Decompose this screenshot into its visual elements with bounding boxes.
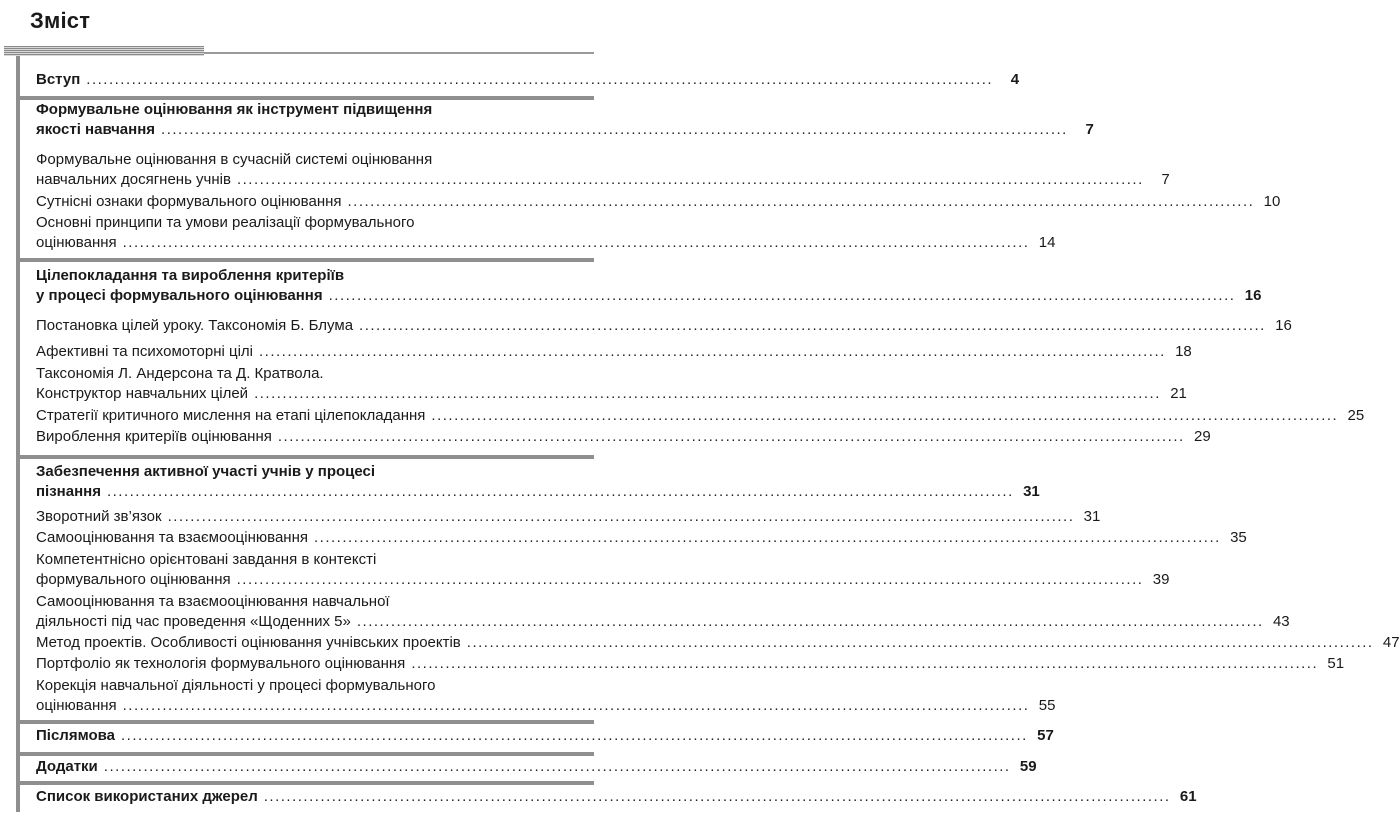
leader-dots: ................................................................................................................................................................	[122, 233, 1030, 251]
toc-entry-last-line	[36, 316, 1292, 336]
toc-entry-title-line: Портфоліо як технологія формувального оцінювання	[36, 655, 406, 672]
toc-entry[interactable]	[36, 213, 1056, 252]
leader-dots: ................................................................................................................................................................	[277, 428, 1185, 445]
leader-dots: ................................................................................................................................................................	[161, 120, 1068, 138]
toc-entry[interactable]	[36, 100, 1094, 139]
toc-entry-title-line: Сутнісні ознаки формувального оцінювання	[36, 193, 342, 210]
toc-entry-title-line: пізнання	[36, 482, 101, 500]
page-number: 59	[1019, 758, 1037, 775]
toc-entry-last-line	[36, 233, 1056, 253]
leader-dots: ................................................................................................................................................................	[411, 655, 1319, 672]
leader-dots: ................................................................................................................................................................	[122, 696, 1030, 714]
toc-entry-last-line	[36, 170, 1170, 190]
header-decoration-line	[204, 52, 594, 54]
toc-entry-last-line	[36, 286, 1262, 306]
toc-entry[interactable]	[36, 592, 1290, 631]
leader-dots: ................................................................................................................................................................	[313, 529, 1221, 546]
toc-entry-title-line: Формувальне оцінювання як інструмент підвищення	[36, 101, 433, 118]
toc-entry-title-line: Конструктор навчальних цілей	[36, 384, 249, 402]
leader-dots: ................................................................................................................................................................	[356, 612, 1264, 630]
toc-entry-title-line: Забезпечення активної участі учнів у процесі	[36, 463, 376, 480]
toc-entry-title-line: Формувальне оцінювання в сучасній системі оцінювання	[36, 151, 433, 168]
toc-entry-title-line: Основні принципи та умови реалізації формувального	[36, 214, 415, 231]
toc-entry-last-line	[36, 406, 1365, 426]
toc-entry-last-line	[36, 192, 1281, 212]
toc-entry-last-line	[36, 427, 1211, 447]
page-number: 31	[1023, 482, 1040, 500]
page-number: 16	[1275, 317, 1292, 334]
toc-entry-title-line: формувального оцінювання	[36, 570, 231, 588]
section-separator	[20, 455, 594, 459]
toc-entry[interactable]	[36, 528, 1247, 548]
page-number: 57	[1037, 727, 1054, 744]
page-number: 21	[1170, 384, 1187, 402]
page-number: 35	[1230, 529, 1247, 546]
toc-entry-title-line: оцінювання	[36, 233, 117, 251]
toc-entry[interactable]	[36, 70, 1020, 90]
toc-entry-last-line	[36, 342, 1192, 362]
toc-entry-last-line	[36, 384, 1187, 404]
toc-entry-title-line: якості навчання	[36, 120, 156, 138]
section-separator	[20, 781, 594, 785]
toc-entry[interactable]	[36, 462, 1040, 501]
toc-entry-title-line: Вироблення критеріїв оцінювання	[36, 428, 272, 445]
toc-entry[interactable]	[36, 266, 1262, 305]
toc-entry-last-line	[36, 787, 1197, 807]
page-number: 43	[1272, 612, 1290, 630]
toc-entry[interactable]	[36, 507, 1101, 527]
toc-entry[interactable]	[36, 364, 1187, 403]
toc-entry-last-line	[36, 612, 1290, 632]
leader-dots: ................................................................................................................................................................	[431, 407, 1339, 424]
toc-entry[interactable]	[36, 427, 1211, 447]
toc-entry[interactable]	[36, 150, 1170, 189]
toc-entry[interactable]	[36, 726, 1054, 746]
toc-entry-title-line: Список використаних джерел	[36, 788, 258, 805]
toc-entry[interactable]	[36, 787, 1197, 807]
toc-entry[interactable]	[36, 633, 1400, 653]
toc-entry-title-line: оцінювання	[36, 696, 117, 714]
toc-entry-title-line: у процесі формувального оцінювання	[36, 286, 323, 304]
toc-entry-last-line	[36, 633, 1400, 653]
page-number: 51	[1327, 655, 1345, 672]
toc-entry[interactable]	[36, 654, 1345, 674]
toc-entry-last-line	[36, 726, 1054, 746]
leader-dots: ................................................................................................................................................................	[167, 508, 1075, 525]
toc-entry-title-line: Самооцінювання та взаємооцінювання	[36, 529, 308, 546]
leader-dots: ................................................................................................................................................................	[86, 71, 994, 88]
toc-entry[interactable]	[36, 192, 1281, 212]
toc-entry[interactable]	[36, 316, 1292, 336]
leader-dots: ................................................................................................................................................................	[258, 343, 1166, 360]
toc-entry-title-line: Вступ	[36, 71, 81, 88]
page-number: 16	[1244, 286, 1262, 304]
toc-entry-last-line	[36, 70, 1020, 90]
toc-entry-title-line: Додатки	[36, 758, 98, 775]
page-title: Зміст	[30, 8, 91, 33]
toc-entry-title-line: Зворотний зв’язок	[36, 508, 162, 525]
toc-entry[interactable]	[36, 406, 1365, 426]
toc-entry-title-line: Післямова	[36, 727, 115, 744]
toc-entry-last-line	[36, 507, 1101, 527]
page-number: 39	[1152, 570, 1170, 588]
toc-entry-last-line	[36, 570, 1170, 590]
toc-entry-title-line: Компетентнісно орієнтовані завдання в контексті	[36, 551, 377, 568]
toc-entry-title-line: Таксономія Л. Андерсона та Д. Кратвола.	[36, 365, 324, 382]
leader-dots: ................................................................................................................................................................	[121, 727, 1028, 744]
leader-dots: ................................................................................................................................................................	[103, 758, 1011, 775]
page-number: 55	[1038, 696, 1056, 714]
page-number: 18	[1175, 343, 1192, 360]
toc-entry-last-line	[36, 528, 1247, 548]
toc-entry[interactable]	[36, 676, 1056, 715]
page-number: 4	[1010, 71, 1020, 88]
leader-dots: ................................................................................................................................................................	[236, 170, 1144, 188]
toc-entry[interactable]	[36, 342, 1192, 362]
toc-entry-title-line: Постановка цілей уроку. Таксономія Б. Блума	[36, 317, 354, 334]
leader-dots: ................................................................................................................................................................	[263, 788, 1171, 805]
toc-entry[interactable]	[36, 757, 1037, 777]
leader-dots: ................................................................................................................................................................	[466, 634, 1374, 651]
page-number: 7	[1161, 170, 1170, 188]
toc-entry-title-line: Цілепокладання та вироблення критеріїв	[36, 267, 345, 284]
page-number: 29	[1194, 428, 1211, 445]
leader-dots: ................................................................................................................................................................	[359, 317, 1266, 334]
page-number: 47	[1382, 634, 1400, 651]
toc-entry-title-line: діяльності під час проведення «Щоденних 5»	[36, 612, 351, 630]
page-number: 7	[1085, 120, 1094, 138]
page-number: 14	[1038, 233, 1056, 251]
toc-entry-title-line: Метод проектів. Особливості оцінювання учнівських проектів	[36, 634, 461, 651]
section-separator	[20, 752, 594, 756]
page-number: 61	[1179, 788, 1197, 805]
toc-entry-title-line: навчальних досягнень учнів	[36, 170, 231, 188]
leader-dots: ................................................................................................................................................................	[347, 193, 1255, 210]
toc-entry-title-line: Стратегії критичного мислення на етапі цілепокладання	[36, 407, 426, 424]
toc-entry-title-line: Самооцінювання та взаємооцінювання навчальної	[36, 593, 390, 610]
page-number: 31	[1083, 508, 1101, 525]
leader-dots: ................................................................................................................................................................	[254, 384, 1161, 402]
section-separator	[20, 720, 594, 724]
header-decoration-bar	[4, 46, 204, 56]
page-number: 25	[1347, 407, 1365, 424]
page-number: 10	[1263, 193, 1281, 210]
leader-dots: ................................................................................................................................................................	[236, 570, 1144, 588]
toc-entry-last-line	[36, 654, 1345, 674]
leader-dots: ................................................................................................................................................................	[328, 286, 1236, 304]
toc-entry-last-line	[36, 482, 1040, 502]
leader-dots: ................................................................................................................................................................	[106, 482, 1014, 500]
toc-entry-last-line	[36, 757, 1037, 777]
toc-entry-last-line	[36, 696, 1056, 716]
toc-entry-title-line: Афективні та психомоторні цілі	[36, 343, 253, 360]
toc-entry-last-line	[36, 120, 1094, 140]
toc-entry-title-line: Корекція навчальної діяльності у процесі формувального	[36, 677, 436, 694]
section-separator	[20, 258, 594, 262]
toc-entry[interactable]	[36, 550, 1170, 589]
